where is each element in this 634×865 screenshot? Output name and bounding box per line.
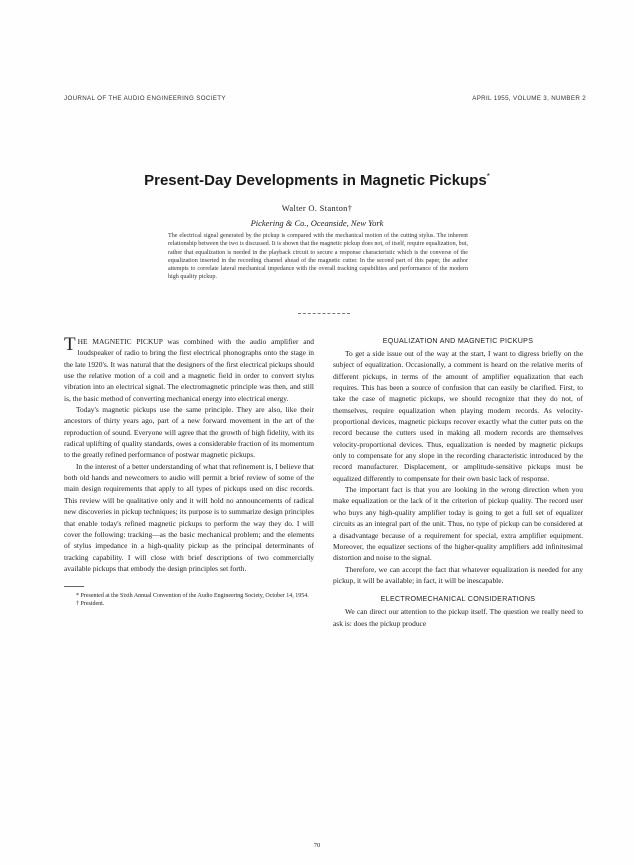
page-number: 70	[313, 842, 321, 849]
body-paragraph: To get a side issue out of the way at the start, I want to digress briefly on the subject of equalization. Occasionally, a comment is heard on the relative merits of different pickups, in terms of the amount of amplifier equalization that each requires. This has been a source of confusion that can easily be clarified. First, to take the case of magnetic pickups, we should recognize that they do not, of themselves, require equalization when playing modern records. As velocity-proportional devices, magnetic pickups recover exactly what the cutter puts on the record because the cutters used in making all modern records are themselves velocity-proportional devices. Thus, equalization is needed by magnetic pickups only to compensate for any slope in the recording characteristic introduced by the record manufacturer. Displacement, or amplitude-sensitive pickups must be equalized differently to compensate for their own basic lack of response.	[333, 349, 583, 483]
body-paragraph: THE MAGNETIC PICKUP was combined with the audio amplifier and loudspeaker of radio to bring the first electrical phonographs onto the stage in the late 1920's. It was natural that the designers of the first electrical pickups should use the relative motion of a coil and a magnetic field in order to convert stylus vibration into an electrical signal. The electromagnetic principle was then, and still is, the basic method of converting mechanical energy into electrical energy.	[64, 334, 314, 403]
author-affiliation: Pickering & Co., Oceanside, New York	[250, 218, 384, 228]
section-separator	[298, 313, 350, 314]
body-paragraph: We can direct our attention to the pickup itself. The question we really need to ask is: does the pickup produce	[333, 607, 583, 628]
journal-name: JOURNAL OF THE AUDIO ENGINEERING SOCIETY	[64, 95, 226, 102]
footnote: * Presented at the Sixth Annual Convention of the Audio Engineering Society, October 14, 1954.	[76, 593, 309, 600]
body-paragraph: Today's magnetic pickups use the same principle. They are also, like their ancestors of thirty years ago, part of a new forward movement in the art of the reproduction of sound. Everyone will agree that the growth of high fidelity, with its radical uplifting of quality standards, owes a considerable fraction of its momentum to the greatly refined performance of postwar magnetic pickups.	[64, 405, 314, 460]
running-head	[64, 95, 586, 102]
issue-info: APRIL 1955, VOLUME 3, NUMBER 2	[472, 95, 586, 102]
paper-title-text: Present-Day Developments in Magnetic Pickups	[144, 172, 487, 189]
right-column	[333, 336, 583, 629]
paper-title	[0, 172, 634, 189]
section-heading: ELECTROMECHANICAL CONSIDERATIONS	[380, 595, 536, 604]
section-heading: EQUALIZATION AND MAGNETIC PICKUPS	[382, 337, 534, 345]
left-column	[64, 336, 314, 608]
author-name: Walter O. Stanton†	[281, 203, 353, 213]
body-paragraph: In the interest of a better understanding of what that refinement is, I believe that both old hands and newcomers to audio will permit a brief review of some of the main design requirements that apply to all types of pickups used on disc records. This review will be qualitative only and it will hold no announcements of radical new discoveries in pickup techniques; its purpose is to summarize design principles that enable today's refined magnetic pickups to perform the way they do. I will cover the following: tracking—as the basic mechanical problem; and the elements of stylus impedance in a high-quality pickup as the principal determinants of tracking capability. I will close with brief descriptions of two commercially available pickups that embody the design principles set forth.	[64, 461, 314, 573]
body-paragraph: Therefore, we can accept the fact that whatever equalization is needed for any pickup, it will be available; in fact, it will be inescapable.	[333, 564, 583, 585]
title-footnote-mark: *	[486, 172, 490, 181]
body-paragraph: The important fact is that you are looking in the wrong direction when you make equalization or the lack of it the criterion of pickup quality. The record user who buys any high-quality amplifier today is going to get a full set of equalizer circuits as an integral part of the unit. Thus, no type of pickup can be considered at a disadvantage because of a requirement for special, extra amplifier equipment. Moreover, the equalizer sections of the higher-quality amplifiers add infinitesimal distortion and noise to the signal.	[333, 485, 583, 563]
footnote-rule	[64, 586, 84, 587]
abstract: The electrical signal generated by the pickup is compared with the mechanical motion of the cutting stylus. The inherent relationship between the two is discussed. It is shown that the magnetic pickup does not, of itself, require equalization, but, rather that equalization is needed in the playback circuit to secure a response characteristic which is the converse of the equalization inserted in the recording channel ahead of the magnetic cutter. In the second part of this paper, the author attempts to correlate lateral mechanical impedance with the overall tracking capabilities and performance of the modern high quality pickup.	[168, 233, 468, 281]
footnote: † President.	[76, 601, 105, 608]
